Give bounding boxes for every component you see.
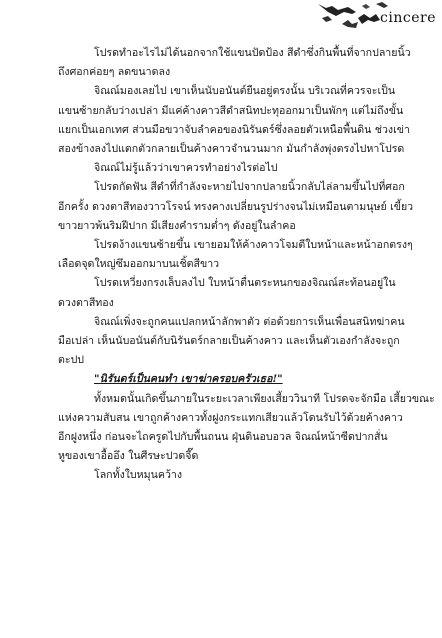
text-line: แขนซ้ายกลับว่างเปล่า มีแค่ค้างคาวสีดำสนิทปะทุออกมาเป็นพักๆ แต่ไม่ถึงขั้น	[58, 104, 404, 117]
paragraph	[58, 236, 413, 274]
text-line: สองข้างลงไปแตกตัวกลายเป็นค้างคาวจำนวนมาก มันกำลังพุ่งตรงไปหาโปรด	[58, 143, 405, 156]
paragraph	[58, 370, 394, 389]
text-line: แยกเป็นเอกเทศ ส่วนมือขวาจับลำคอของนิรันดร์ซึ่งลอยตัวเหนือพื้นดิน ช่วงเข่า	[58, 123, 410, 136]
paragraph	[58, 466, 394, 485]
text-line: ทั้งหมดนั้นเกิดขึ้นภายในระยะเวลาเพียงเสี้ยววินาที โปรดจะจักมือ เสี้ยวขณะ	[94, 392, 435, 405]
text-line: จิณณ์มองเลยไป เขาเห็นนับอนันต์ยืนอยู่ตรงนั้น บริเวณที่ควรจะเป็น	[94, 85, 396, 98]
paragraph	[58, 178, 414, 236]
paragraph	[58, 159, 394, 178]
chapter-text	[58, 44, 435, 486]
paragraph	[58, 44, 411, 82]
text-line: โปรดง้างแขนซ้ายขึ้น เขายอมให้ค้างคาวโจมตีใบหน้าและหน้าอกตรงๆ	[94, 239, 413, 252]
text-line: ถึงศอกค่อยๆ ลดขนาดลง	[58, 66, 171, 79]
paragraph	[58, 82, 410, 159]
text-line: แห่งความสับสน เขาถูกค้างคาวทั้งฝูงกระแทกเสียวแล้วโดนรับไว้ด้วยค้างคาว	[58, 411, 403, 424]
text-line: หูของเขาอื้ออึง ในศีรษะปวดจี๊ด	[58, 450, 199, 463]
brand-logo-text: cincere	[380, 10, 436, 26]
text-line: โลกทั้งใบหมุนคว้าง	[94, 469, 183, 482]
paragraph	[58, 313, 405, 371]
text-line: จิณณ์ไม่รู้แล้วว่าเขาควรทำอย่างไรต่อไป	[94, 162, 278, 175]
text-line: โปรดเหวี่ยงกรงเล็บลงไป ใบหน้าตื่นตระหนกของจิณณ์สะท้อนอยู่ใน	[94, 277, 396, 290]
text-line: มือเปล่า เห็นนับอนันต์กับนิรันดร์กลายเป็นค้างคาว และเห็นตัวเองกำลังจะถูก	[58, 335, 400, 348]
text-line: ตะปป	[58, 354, 85, 367]
text-line: โปรดทำอะไรไม่ได้นอกจากใช้แขนปัดป้อง สีดำซึ่งกินพื้นที่จากปลายนิ้ว	[94, 47, 411, 59]
text-line: อีกฝูงหนึ่ง ก่อนจะไถครูดไปกับพื้นถนน ฝุ่นดินอบอวล จิณณ์หน้าซีดปากสั่น	[58, 431, 388, 444]
text-line: เลือดจุดใหญ่ซึมออกมาบนเชิ้ตสีขาว	[58, 258, 220, 271]
text-line: อีกครั้ง ดวงตาสีทองวาวโรจน์ ทรงคางเปลี่ยนรูปร่างจนไม่เหมือนตามนุษย์ เขี้ยว	[58, 200, 414, 213]
text-line: ขาวยาวพ้นริมฝีปาก มีเสียงคำรามต่ำๆ ดังอยู่ในลำคอ	[58, 219, 296, 232]
text-line: จิณณ์เพิ่งจะถูกคนแปลกหน้าลักพาตัว ต่อด้วยการเห็นเพื่อนสนิทฆ่าคน	[94, 315, 405, 328]
paragraph	[58, 274, 394, 312]
text-line: ดวงตาสีทอง	[58, 296, 114, 309]
paragraph	[58, 390, 435, 467]
text-line: โปรดกัดฟัน สีดำที่กำลังจะหายไปจากปลายนิ้วกลับไล่ลามขึ้นไปที่ศอก	[94, 181, 405, 194]
emphasized-quote: "นิรันดร์เป็นคนทำ เขาฆ่าครอบครัวเธอ!"	[94, 373, 283, 386]
